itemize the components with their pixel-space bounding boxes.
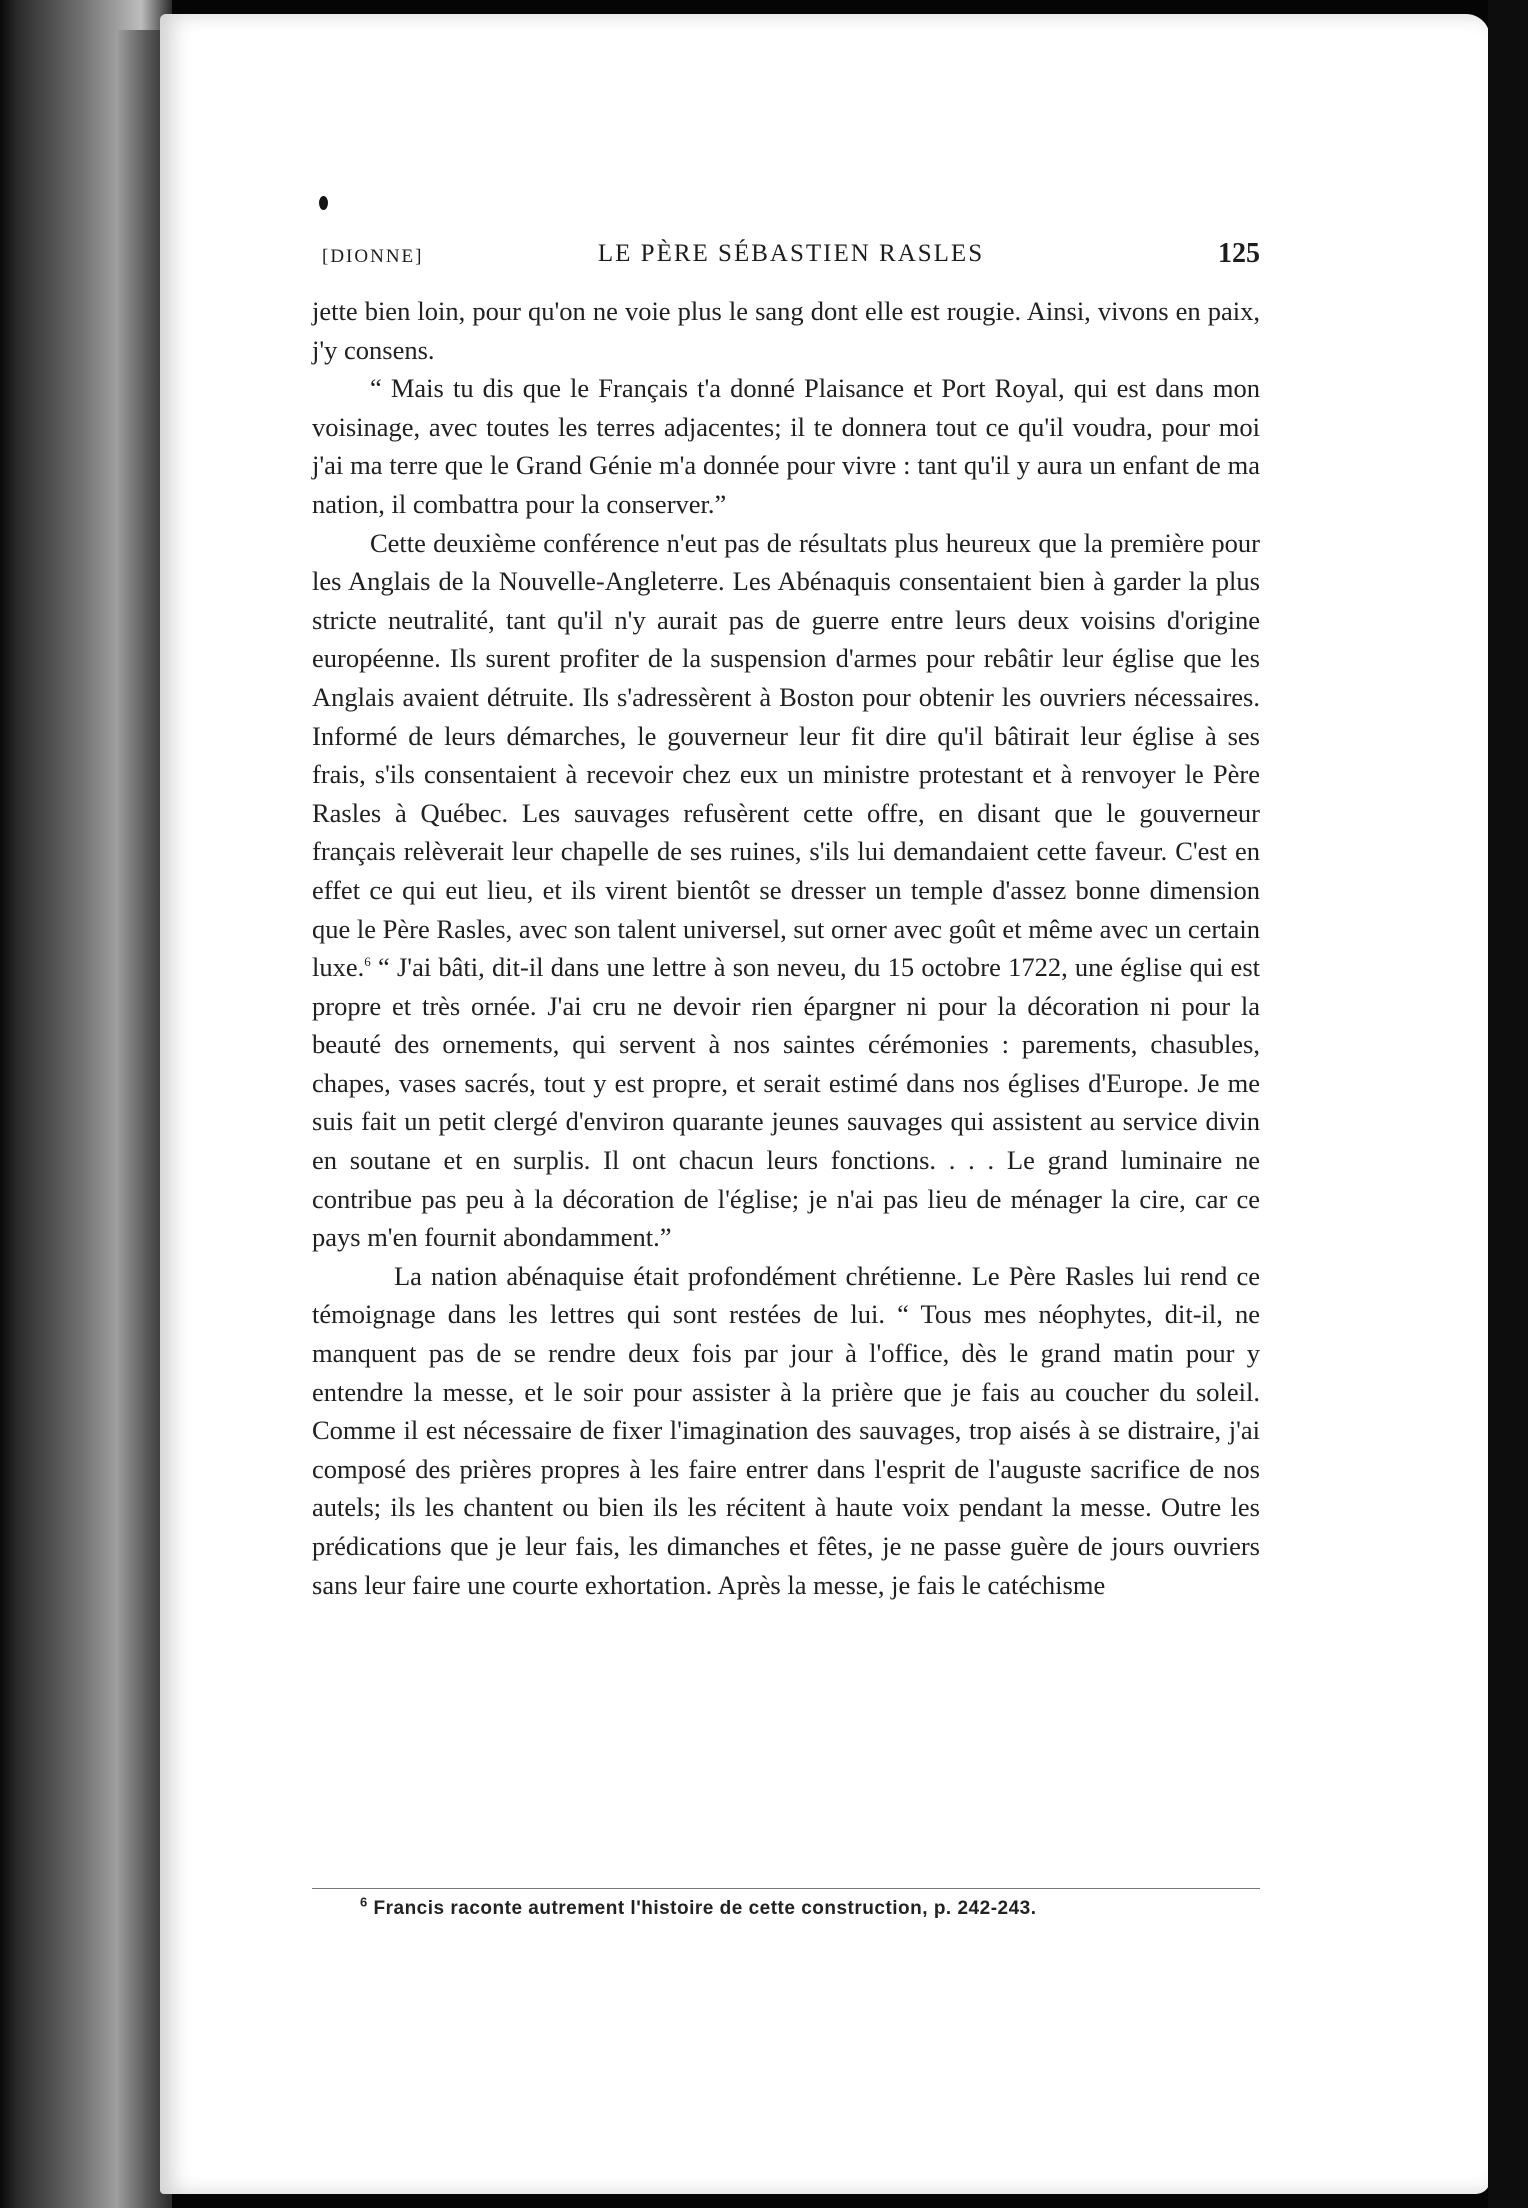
author-tag: [DIONNE] bbox=[322, 246, 424, 267]
paragraph-conference-part2: “ J'ai bâti, dit-il dans une lettre à son neveu, du 15 octobre 1722, une église qui est propre et très ornée. J'ai cru ne devoir rien épargner ni pour la décoration ni pour la beauté des ornements, qui servent à nos saintes cérémonies : parements, chasubles, chapes, vases sacrés, tout y est propre, et serait estimé dans nos églises d'Europe. Je me suis fait un petit clergé d'environ quarante jeunes sauvages qui assistent au service divin en soutane et en surplis. Il ont chacun leurs fonctions. . . . Le grand luminaire ne contribue pas peu à la décoration de l'église; je n'ai pas lieu de ménager la cire, car ce pays m'en fournit abondamment.” bbox=[312, 952, 1260, 1253]
body-text bbox=[312, 292, 1260, 1604]
footnote bbox=[360, 1894, 1260, 1920]
footnote-reference: 6 bbox=[364, 954, 371, 970]
ink-speck bbox=[319, 196, 328, 210]
paragraph-conference-part1: Cette deuxième conférence n'eut pas de résultats plus heureux que la première pour les Anglais de la Nouvelle-Angleterre. Les Abénaquis consentaient bien à garder la plus stricte neutralité, tant qu'il n'y aurait pas de guerre entre leurs deux voisins d'origine européenne. Ils surent profiter de la suspension d'armes pour rebâtir leur église que les Anglais avaient détruite. Ils s'adressèrent à Boston pour obtenir les ouvriers nécessaires. Informé de leurs démarches, le gouverneur leur fit dire qu'il bâtirait leur église à ses frais, s'ils consentaient à recevoir chez eux un ministre protestant et à renvoyer le Père Rasles à Québec. Les sauvages refusèrent cette offre, en disant que le gouverneur français relèverait leur chapelle de ses ruines, s'ils lui demandaient cette faveur. C'est en effet ce qui eut lieu, et ils virent bientôt se dresser un temple d'assez bonne dimension que le Père Rasles, avec son talent universel, sut orner avec goût et même avec un certain luxe. bbox=[312, 527, 1260, 983]
footnote-text: Francis raconte autrement l'histoire de cette construction, p. 242-243. bbox=[367, 1898, 1037, 1919]
paragraph-continued: jette bien loin, pour qu'on ne voie plus le sang dont elle est rougie. Ainsi, vivons en paix, j'y consens. bbox=[312, 296, 1260, 365]
right-scan-border bbox=[1488, 0, 1528, 2208]
paragraph-quote: “ Mais tu dis que le Français t'a donné Plaisance et Port Royal, qui est dans mon voisinage, avec toutes les terres adjacentes; il te donnera tout ce qu'il voudra, pour moi j'ai ma terre que le Grand Génie m'a donnée pour vivre : tant qu'il y aura un enfant de ma nation, il combattra pour la conserver.” bbox=[312, 373, 1260, 519]
page-number: 125 bbox=[1218, 238, 1260, 269]
running-title: LE PÈRE SÉBASTIEN RASLES bbox=[597, 240, 985, 267]
running-head bbox=[322, 240, 1260, 276]
footnote-mark: 6 bbox=[360, 1894, 368, 1910]
paragraph-nation: La nation abénaquise était profondément chrétienne. Le Père Rasles lui rend ce témoignage dans les lettres qui sont restées de lui. “ Tous mes néophytes, dit-il, ne manquent pas de se rendre deux fois par jour à l'office, dès le grand matin pour y entendre la messe, et le soir pour assister à la prière que je fais au coucher du soleil. Comme il est nécessaire de fixer l'imagination des sauvages, trop aisés à se distraire, j'ai composé des prières propres à les faire entrer dans l'esprit de l'auguste sacrifice de nos autels; ils les chantent ou bien ils les récitent à haute voix pendant la messe. Outre les prédications que je leur fais, les dimanches et fêtes, je ne passe guère de jours ouvriers sans leur faire une courte exhortation. Après la messe, je fais le catéchisme bbox=[312, 1260, 1260, 1600]
paragraph-conference bbox=[312, 524, 1260, 1257]
footnote-rule bbox=[312, 1888, 1260, 1889]
